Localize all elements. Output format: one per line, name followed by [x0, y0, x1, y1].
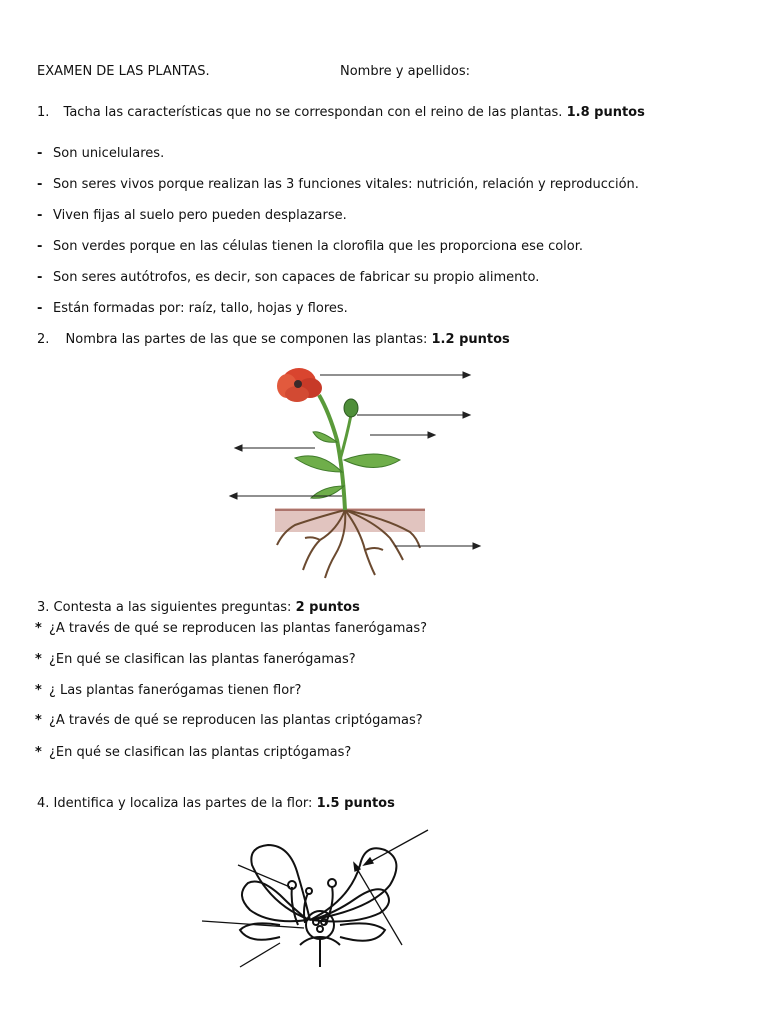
question-1-points: 1.8 puntos — [566, 105, 645, 120]
flower-label-arrows — [202, 830, 428, 967]
question-3-points: 2 puntos — [295, 600, 360, 615]
q1-item-5 — [37, 301, 348, 316]
bullet-dash: - — [37, 177, 43, 192]
q1-item-1 — [37, 177, 639, 192]
q3-item-2 — [35, 683, 301, 698]
bullet-dash: - — [37, 270, 43, 285]
question-4-text: 4. Identifica y localiza las partes de la flor: — [37, 796, 313, 811]
q1-item-0 — [37, 146, 164, 161]
ovule — [313, 919, 319, 925]
bullet-star: * — [35, 683, 42, 698]
flower-diagram — [180, 825, 440, 970]
name-field-label: Nombre y apellidos: — [340, 64, 471, 79]
question-2-number: 2. — [37, 332, 50, 347]
side-stem — [340, 415, 351, 460]
leaf-right — [344, 454, 400, 468]
q1-item-3 — [37, 239, 583, 254]
bullet-dash: - — [37, 146, 43, 161]
plant-diagram — [225, 360, 490, 585]
anther-center — [306, 888, 312, 894]
q1-item-text: Son verdes porque en las células tienen la clorofila que les proporciona ese color. — [53, 239, 584, 254]
question-2-text: Nombra las partes de las que se componen las plantas: — [65, 332, 428, 347]
q3-item-text: ¿ Las plantas fanerógamas tienen flor? — [49, 683, 302, 698]
q3-item-text: ¿A través de qué se reproducen las plantas fanerógamas? — [49, 621, 428, 636]
question-1-number: 1. — [37, 105, 50, 120]
ovule — [317, 926, 323, 932]
sepal-right — [340, 923, 385, 940]
flower-bud — [344, 399, 358, 417]
question-1-text: Tacha las características que no se correspondan con el reino de las plantas. — [63, 105, 563, 120]
stamen-left — [292, 887, 298, 925]
question-2-points: 1.2 puntos — [431, 332, 510, 347]
q3-item-3 — [35, 713, 423, 728]
question-1 — [37, 105, 645, 120]
bullet-star: * — [35, 621, 42, 636]
q3-item-text: ¿En qué se clasifican las plantas criptógamas? — [49, 745, 352, 760]
q1-item-text: Son seres vivos porque realizan las 3 funciones vitales: nutrición, relación y reproducción. — [53, 177, 639, 192]
bullet-star: * — [35, 745, 42, 760]
question-4-points: 1.5 puntos — [316, 796, 395, 811]
question-3-text: 3. Contesta a las siguientes preguntas: — [37, 600, 292, 615]
q1-item-text: Son seres autótrofos, es decir, son capaces de fabricar su propio alimento. — [53, 270, 540, 285]
exam-title: EXAMEN DE LAS PLANTAS. — [37, 64, 210, 79]
q1-item-text: Están formadas por: raíz, tallo, hojas y flores. — [53, 301, 348, 316]
q3-item-text: ¿En qué se clasifican las plantas fanerógamas? — [49, 652, 356, 667]
q3-item-text: ¿A través de qué se reproducen las plantas criptógamas? — [49, 713, 423, 728]
question-3 — [37, 600, 360, 615]
poppy-flower — [277, 368, 322, 402]
question-2 — [37, 332, 510, 347]
leaf-left — [295, 456, 342, 472]
bullet-dash: - — [37, 239, 43, 254]
q1-item-text: Son unicelulares. — [53, 146, 165, 161]
q3-item-0 — [35, 621, 427, 636]
question-4 — [37, 796, 395, 811]
q3-item-4 — [35, 745, 351, 760]
bullet-star: * — [35, 713, 42, 728]
petal-outer-right — [312, 889, 389, 921]
q1-item-2 — [37, 208, 347, 223]
bullet-dash: - — [37, 208, 43, 223]
q1-item-text: Viven fijas al suelo pero pueden desplazarse. — [53, 208, 347, 223]
q3-item-1 — [35, 652, 356, 667]
bullet-star: * — [35, 652, 42, 667]
anther-right — [328, 879, 336, 887]
bullet-dash: - — [37, 301, 43, 316]
q1-item-4 — [37, 270, 539, 285]
